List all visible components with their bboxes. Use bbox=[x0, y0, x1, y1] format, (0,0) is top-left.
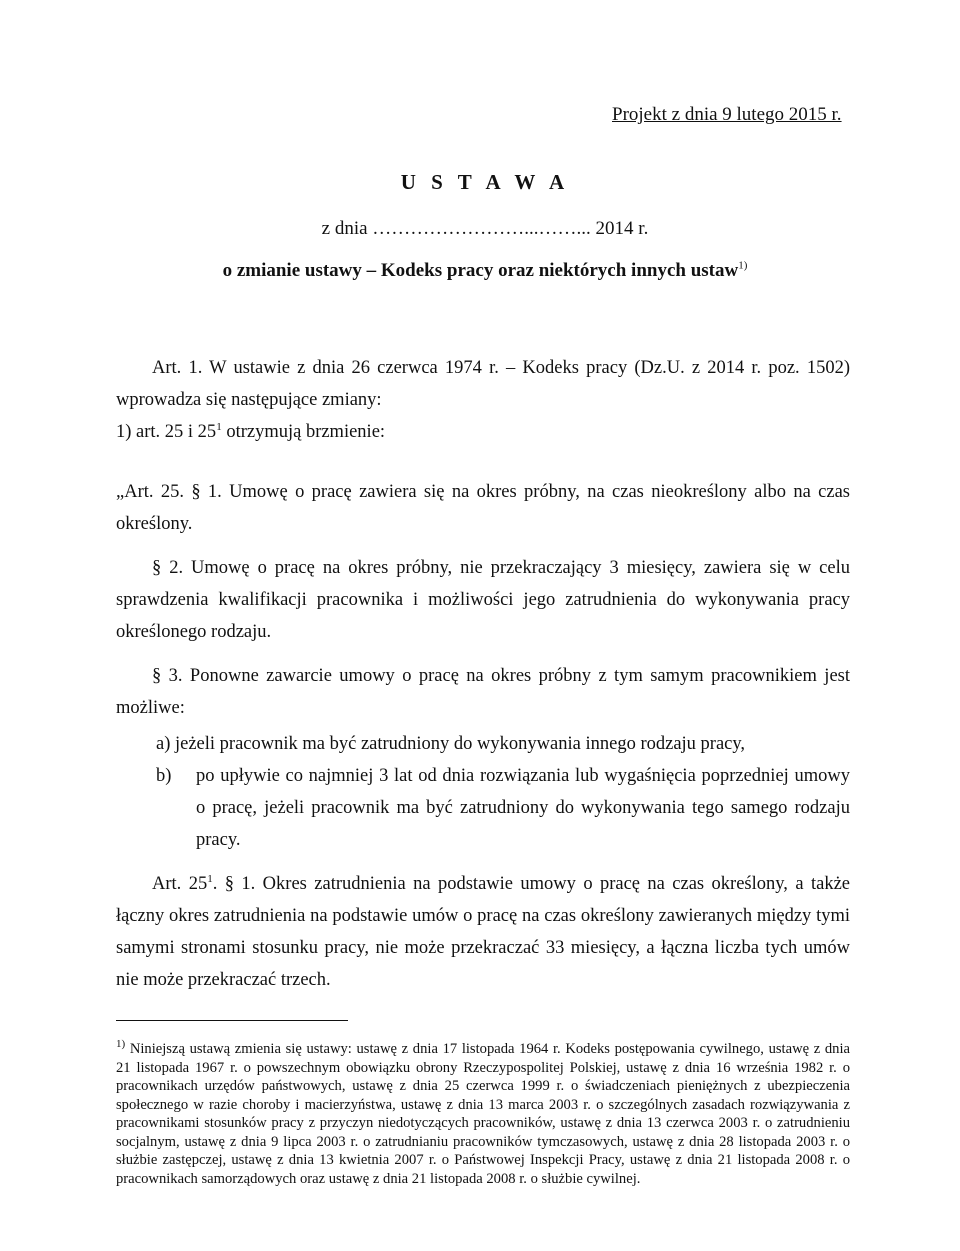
article-25-1-post: . § 1. Okres zatrudnienia na podstawie umowy o pracę na czas określony, a także łączny okres zatrudnienia na podstawie umów o pracę na czas określony zawieranych między tymi samymi stronami stosunku pracy, nie może przekraczać 33 miesięcy, a łączna liczba tych umów nie może przekraczać trzech. bbox=[116, 874, 850, 990]
article-25-par-2: § 2. Umowę o pracę na okres próbny, nie przekraczający 3 miesięcy, zawiera się w celu sprawdzenia kwalifikacji pracownika i możliwości jego zatrudnienia do wykonywania pracy określonego rodzaju. bbox=[116, 558, 850, 642]
article-25-par-1: „Art. 25. § 1. Umowę o pracę zawiera się na okres próbny, na czas nieokreślony albo na czas określony. bbox=[116, 482, 850, 534]
footnote-number: 1) bbox=[116, 1038, 126, 1051]
footnote-text: Niniejszą ustawą zmienia się ustawy: ustawę z dnia 17 listopada 1964 r. Kodeks postępowania cywilnego, ustawę z dnia 21 listopada 1967 r. o powszechnym obowiązku obrony Rzeczypospolitej Polskiej, ustawę z dnia 16 września 1982 r. o pracownikach urzędów państwowych, ustawę z dnia 25 czerwca 1999 r. o świadczeniach pieniężnych z ubezpieczenia społecznego w razie choroby i macierzyństwa, ustawę z dnia 13 marca 2003 r. o szczególnych zasadach rozwiązywania z pracownikami stosunków pracy z przyczyn niedotyczących pracowników, ustawę z dnia 13 czerwca 2003 r. o zatrudnieniu socjalnym, ustawę z dnia 9 lipca 2003 r. o zatrudnianiu pracowników tymczasowych, ustawę z dnia 28 listopada 2003 r. o służbie zastępczej, ustawę z dnia 13 kwietnia 2007 r. o Państwowej Inspekcji Pracy, ustawę z dnia 21 listopada 2008 r. o pracownikach samorządowych oraz ustawę z dnia 21 listopada 2008 r. o służbie cywilnej. bbox=[116, 1041, 850, 1187]
point-1 bbox=[116, 416, 385, 448]
act-subject-text: o zmianie ustawy – Kodeks pracy oraz niektórych innych ustaw bbox=[222, 260, 739, 281]
letter-b bbox=[156, 760, 850, 856]
article-25-1 bbox=[116, 868, 850, 996]
point-1-pre: 1) art. 25 i 25 bbox=[116, 422, 217, 442]
act-date-line: z dnia ……………………...……... 2014 r. bbox=[321, 218, 649, 239]
point-1-post: otrzymują brzmienie: bbox=[221, 422, 386, 442]
footnote-divider bbox=[116, 1020, 348, 1021]
article-25-par-3: § 3. Ponowne zawarcie umowy o pracę na okres próbny z tym samym pracownikiem jest możliwe: bbox=[116, 666, 850, 718]
article-25-1-sup: 1 bbox=[207, 872, 213, 885]
letter-b-text: po upływie co najmniej 3 lat od dnia rozwiązania lub wygaśnięcia poprzedniej umowy o pracę, jeżeli pracownik ma być zatrudniony do wykonywania tego samego rodzaju pracy. bbox=[196, 766, 850, 850]
footnote-ref: 1) bbox=[738, 259, 748, 272]
footnote bbox=[116, 1040, 850, 1188]
letter-b-label: b) bbox=[156, 766, 172, 786]
letter-a: a) jeżeli pracownik ma być zatrudniony do wykonywania innego rodzaju pracy, bbox=[156, 734, 746, 754]
point-1-sup: 1 bbox=[216, 420, 222, 433]
article-25-1-pre: Art. 25 bbox=[152, 874, 208, 894]
act-subject bbox=[0, 260, 960, 282]
draft-date: Projekt z dnia 9 lutego 2015 r. bbox=[612, 104, 842, 125]
document-title: U S T A W A bbox=[400, 170, 570, 194]
article-1: Art. 1. W ustawie z dnia 26 czerwca 1974 r. – Kodeks pracy (Dz.U. z 2014 r. poz. 1502) wprowadza się następujące zmiany: bbox=[116, 358, 850, 410]
